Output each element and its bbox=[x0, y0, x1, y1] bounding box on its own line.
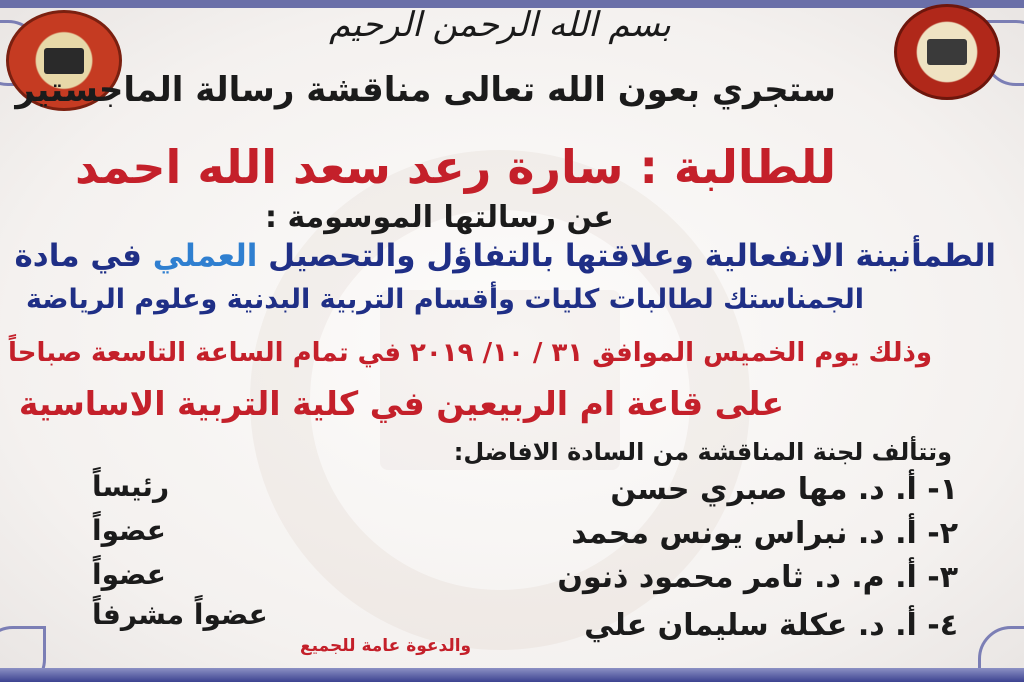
thesis-title-line1 bbox=[14, 238, 996, 274]
committee-member-name: ٢- أ. د. نبراس يونس محمد bbox=[571, 516, 958, 551]
basmala-calligraphy bbox=[330, 2, 670, 48]
basmala-text: بسم الله الرحمن الرحيم bbox=[329, 5, 671, 45]
student-line bbox=[75, 140, 836, 194]
committee-member-name: ٤- أ. د. عكلة سليمان علي bbox=[584, 608, 958, 643]
committee-member-role: عضواً bbox=[92, 514, 166, 547]
thesis-title-highlight: العملي bbox=[152, 238, 258, 274]
date-line: وذلك يوم الخميس الموافق ٣١ / ١٠/ ٢٠١٩ في تمام الساعة التاسعة صباحاً bbox=[7, 338, 932, 368]
committee-intro: وتتألف لجنة المناقشة من السادة الافاضل: bbox=[453, 438, 952, 466]
thesis-title-line2: الجمناستك لطالبات كليات وأقسام التربية البدنية وعلوم الرياضة bbox=[26, 284, 864, 315]
public-invitation: والدعوة عامة للجميع bbox=[300, 636, 472, 656]
committee-member-name: ٣- أ. م. د. ثامر محمود ذنون bbox=[557, 560, 958, 595]
committee-member-role: عضواً bbox=[92, 558, 166, 591]
committee-member-name: ١- أ. د. مها صبري حسن bbox=[610, 472, 958, 507]
bottom-border bbox=[0, 668, 1024, 682]
announcement-line: ستجري بعون الله تعالى مناقشة رسالة الماجستير bbox=[15, 70, 836, 110]
university-logo-right bbox=[894, 4, 1000, 100]
venue-line: على قاعة ام الربيعين في كلية التربية الاساسية bbox=[18, 384, 784, 423]
committee-member-role: رئيساً bbox=[92, 470, 170, 503]
student-name: سارة رعد سعد الله احمد bbox=[74, 140, 624, 194]
student-prefix: للطالبة : bbox=[623, 140, 836, 194]
thesis-intro: عن رسالتها الموسومة : bbox=[265, 200, 614, 235]
book-icon bbox=[927, 39, 967, 65]
thesis-title-part1: الطمأنينة الانفعالية وعلاقتها بالتفاؤل والتحصيل bbox=[257, 238, 996, 274]
thesis-title-part2: في مادة bbox=[14, 238, 153, 274]
committee-member-role: عضواً مشرفاً bbox=[92, 598, 268, 631]
